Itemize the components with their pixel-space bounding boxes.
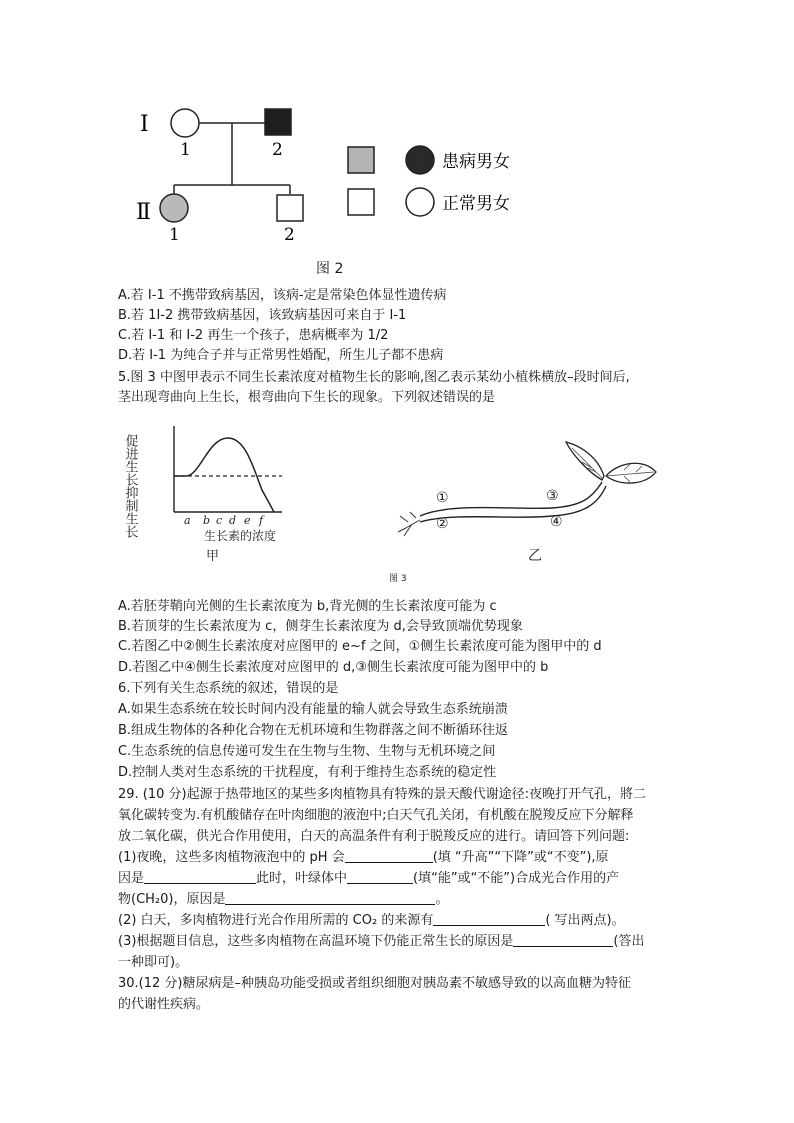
marker-1: ①: [436, 490, 449, 506]
marker-3: ③: [546, 488, 559, 504]
tick-d: d: [229, 514, 237, 527]
legend-affected-label: 患病男女: [442, 152, 510, 172]
q29-2-text-b: ( 写出两点)。: [545, 913, 625, 928]
q29-1-reason-label: 因是: [118, 871, 145, 886]
q29-line-9: 一种即可)。: [118, 955, 189, 970]
leaf-right: [606, 463, 656, 483]
q29-line-5: [118, 869, 619, 889]
q29-line-1: 29. (10 分)起源于热带地区的某些多肉植物具有特殊的景天酸代谢途径:夜晚打开气孔，將二: [118, 787, 647, 802]
q29-line-8: [118, 932, 645, 952]
figure-3-caption: 图 3: [389, 574, 407, 584]
panel-b-label: 乙: [528, 548, 542, 564]
q29-line-2: 氧化碳转变为.有机酸储存在叶肉细胞的液泡中;白天气孔关闭，有机酸在脱羧反应下分解释: [118, 808, 634, 823]
q5-stem-line-1: 5.图 3 中图甲表示不同生长素浓度对植物生长的影响,图乙表示某幼小植株横放–段时间后,: [118, 370, 630, 385]
q29-2-text-a: (2) 白天，多肉植物进行光合作用所需的 CO₂ 的来源有: [118, 913, 434, 928]
q29-1-ph-blank[interactable]: [345, 848, 433, 863]
label-II-1: 1: [169, 225, 180, 245]
figure-2-caption: 图 2: [316, 261, 344, 277]
legend-affected-male-icon: [348, 147, 374, 173]
q29-1-chloroplast-text-b: (填“能”或“不能”)合成光合作用的产: [413, 871, 620, 886]
q4-option-b: B.若 1I-2 携带致病基因，该致病基因可来自于 I-1: [118, 308, 407, 323]
y-label-promote: 促进生长: [122, 434, 138, 486]
q4-option-c: C.若 I-1 和 I-2 再生一个孩子，患病概率为 1/2: [118, 328, 389, 343]
marker-2: ②: [436, 516, 449, 532]
individual-II-1-affected-female: [160, 194, 188, 222]
q6-stem: 6.下列有关生态系统的叙述，错误的是: [118, 681, 339, 696]
tick-b: b: [203, 514, 211, 527]
q30-line-1: 30.(12 分)糖尿病是–种胰岛功能受损或者组织细胞对胰岛素不敏感导致的以高血糖为特征: [118, 976, 631, 991]
q29-1-product-text: 物(CH₂0)，原因是: [118, 892, 226, 907]
label-II-2: 2: [284, 225, 295, 245]
tick-a: a: [184, 514, 191, 527]
q29-1-product-reason-blank[interactable]: [225, 890, 435, 905]
x-axis-label: 生长素的浓度: [204, 529, 277, 543]
q5-option-a: A.若胚芽鞘向光侧的生长素浓度为 b,背光侧的生长素浓度可能为 c: [118, 599, 497, 614]
tick-f: f: [259, 514, 264, 527]
q29-3-reason-blank[interactable]: [513, 932, 613, 947]
individual-I-2-affected-male: [265, 109, 291, 135]
label-I-1: 1: [180, 140, 191, 160]
q5-option-d: D.若图乙中④侧生长素浓度对应图甲的 d,③侧生长素浓度可能为图甲中的 b: [118, 660, 549, 675]
q4-option-d: D.若 I-1 为纯合子并与正常男性婚配，所生儿子都不患病: [118, 348, 444, 363]
q5-option-c: C.若图乙中②侧生长素浓度对应图甲的 e~f 之间，①侧生长素浓度可能为图甲中的 d: [118, 639, 602, 654]
tick-e: e: [244, 514, 251, 527]
q29-1-period: 。: [435, 892, 449, 907]
panel-a-label: 甲: [206, 549, 220, 564]
q29-1-chloroplast-blank[interactable]: [347, 869, 413, 884]
q29-line-6: [118, 890, 449, 910]
q5-stem-line-2: 茎出现弯曲向上生长，根弯曲向下生长的现象。下列叙述错误的是: [118, 390, 496, 405]
q29-line-4: [118, 848, 609, 868]
figure-3-panel-b-seedling: [392, 432, 662, 572]
figure-3-panel-a-graph: [122, 420, 308, 570]
q29-3-text-a: (3)根据题目信息，这些多肉植物在高温环境下仍能正常生长的原因是: [118, 934, 514, 949]
pedigree-figure: [120, 95, 560, 255]
q29-1-text-b: (填 “升高”“下降”或“不变”),原: [432, 850, 609, 865]
q30-line-2: 的代谢性疾病。: [118, 997, 210, 1012]
individual-I-1-normal-female: [171, 109, 199, 137]
q29-2-co2-source-blank[interactable]: [433, 911, 545, 926]
q29-3-text-b: (答出: [613, 934, 645, 949]
generation-1-label: Ⅰ: [140, 112, 149, 137]
q29-1-chloroplast-text: 此时，叶绿体中: [256, 871, 348, 886]
q6-option-b: B.组成生物体的各种化合物在无机环境和生物群落之间不断循环往返: [118, 723, 509, 738]
generation-2-label: Ⅱ: [136, 200, 151, 225]
growth-curve: [174, 438, 274, 512]
legend-normal-label: 正常男女: [442, 194, 510, 214]
legend-normal-male-icon: [348, 189, 374, 215]
q6-option-d: D.控制人类对生态系统的干扰程度，有利于维持生态系统的稳定性: [118, 765, 497, 780]
legend-affected-female-icon: [406, 146, 434, 174]
y-label-inhibit: 抑制生长: [122, 486, 138, 538]
q4-option-a: A.若 I-1 不携带致病基因，该病-定是常染色体显性遗传病: [118, 288, 447, 303]
q29-1-reason-blank[interactable]: [144, 869, 256, 884]
q29-line-3: 放二氧化碳，供光合作用使用，白天的高温条件有利于脱羧反应的进行。请回答下列问题:: [118, 829, 630, 844]
individual-II-2-normal-male: [277, 195, 303, 221]
label-I-2: 2: [272, 140, 283, 160]
root-tip: [398, 512, 420, 536]
q6-option-a: A.如果生态系统在较长时间内没有能量的输人就会导致生态系统崩溃: [118, 702, 508, 717]
q29-1-text-a: (1)夜晚，这些多肉植物液泡中的 pH 会: [118, 850, 345, 865]
q5-option-b: B.若顶芽的生长素浓度为 c，侧芽生长素浓度为 d,会导致顶端优势现象: [118, 619, 523, 634]
legend-normal-female-icon: [406, 188, 434, 216]
q6-option-c: C.生态系统的信息传递可发生在生物与生物、生物与无机环境之间: [118, 744, 496, 759]
q29-line-7: [118, 911, 625, 931]
marker-4: ④: [550, 514, 563, 530]
tick-c: c: [216, 514, 223, 527]
